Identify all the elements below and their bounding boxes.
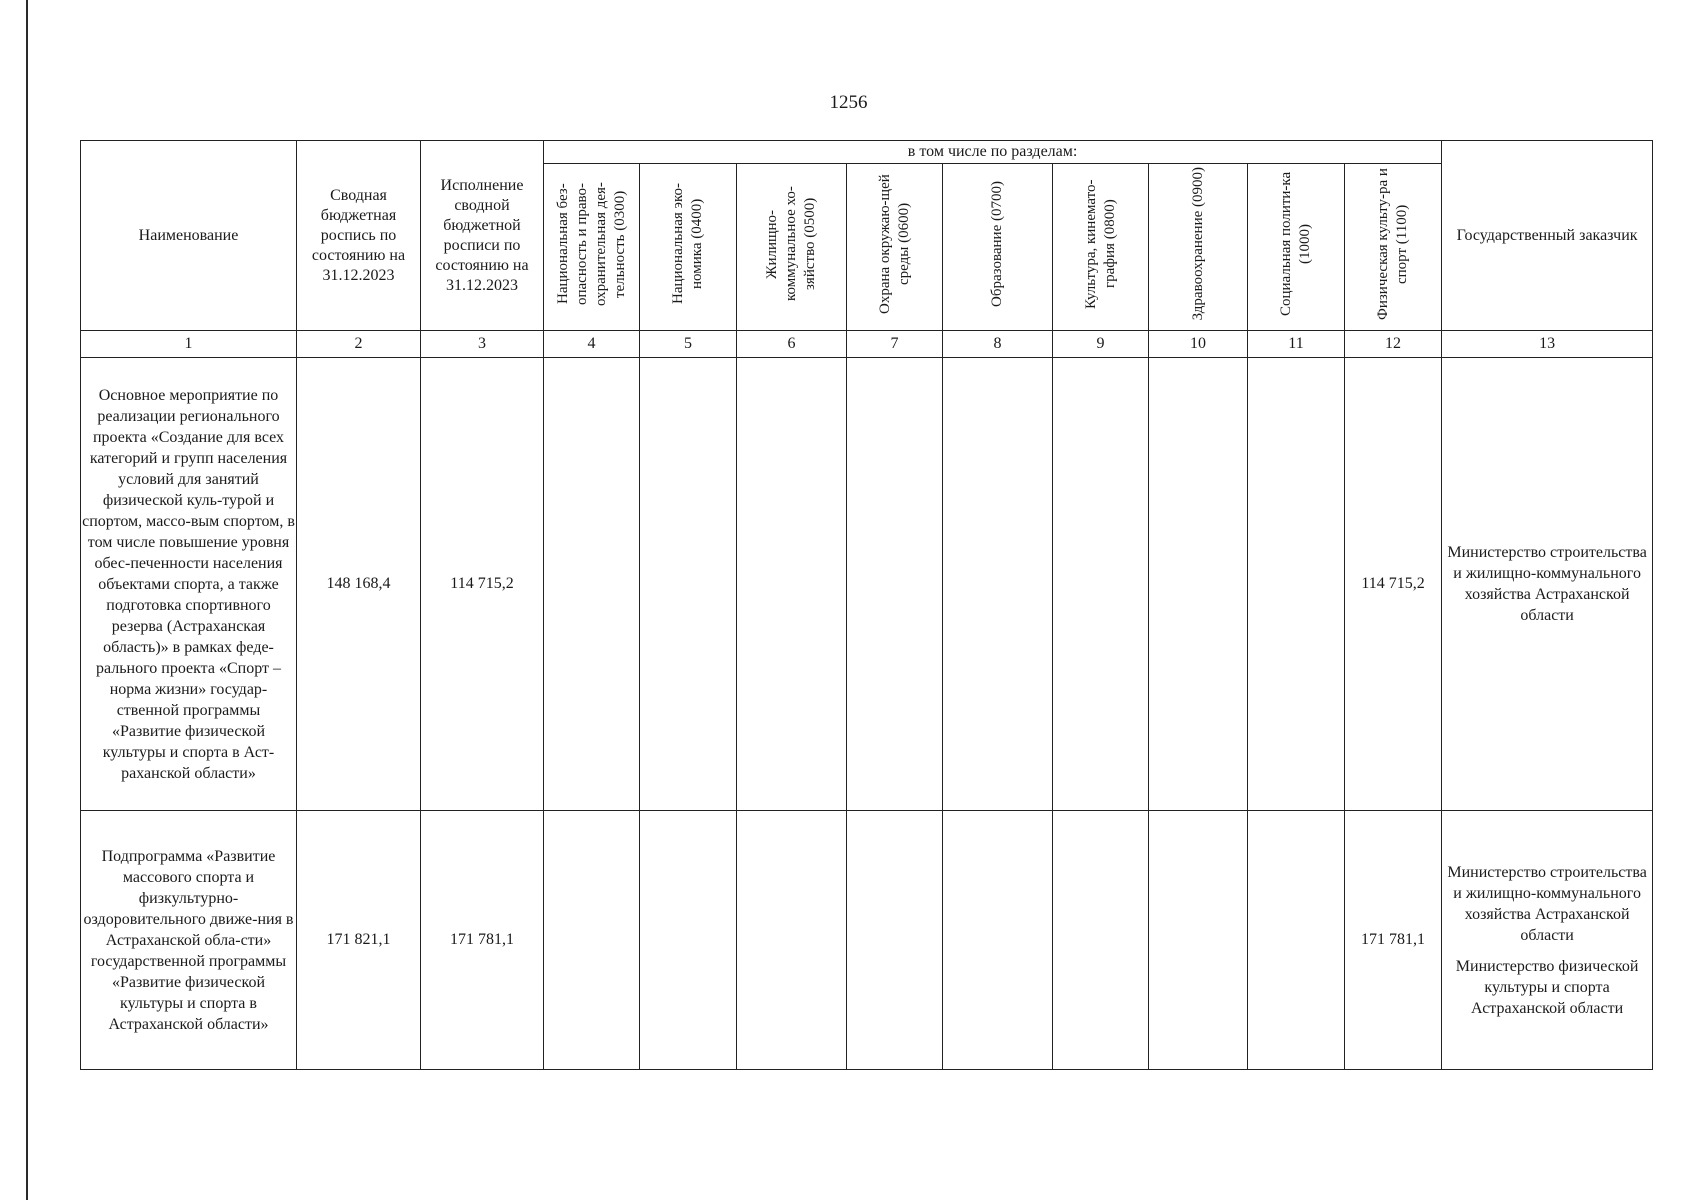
column-number: 2 xyxy=(297,331,421,358)
header-section-0900 xyxy=(1149,164,1248,331)
empty-cell xyxy=(1053,358,1149,811)
empty-cell xyxy=(1149,811,1248,1070)
row-sport-value: 171 781,1 xyxy=(1345,811,1442,1070)
header-section-0600 xyxy=(847,164,943,331)
header-summary-schedule: Сводная бюджетная роспись по состоянию на 31.12.2023 xyxy=(297,141,421,331)
header-section-label: Охрана окружаю-щей среды (0600) xyxy=(876,174,912,314)
header-section-label: Здравоохранение (0900) xyxy=(1189,167,1206,321)
column-number: 9 xyxy=(1053,331,1149,358)
row-name: Подпрограмма «Развитие массового спорта и физкультурно-оздоровительного движе-ния в Астраханской обла-сти» государственной программы «Развитие физической культуры и спорта в Астраханской области» xyxy=(81,811,297,1070)
row-name: Основное мероприятие по реализации регионального проекта «Создание для всех категорий и групп населения условий для занятий физической куль-турой и спортом, массо-вым спортом, в том числе повышение уровня обес-печенности населения объектами спорта, а также подготовка спортивного резерва (Астраханская область)» в рамках феде-рального проекта «Спорт – норма жизни» государ-ственной программы «Развитие физической культуры и спорта в Аст-раханской области» xyxy=(81,358,297,811)
empty-cell xyxy=(1149,358,1248,811)
column-number: 5 xyxy=(640,331,737,358)
column-number: 4 xyxy=(544,331,640,358)
page-number: 1256 xyxy=(829,92,868,113)
column-number: 7 xyxy=(847,331,943,358)
header-section-0300 xyxy=(544,164,640,331)
empty-cell xyxy=(544,811,640,1070)
column-number: 10 xyxy=(1149,331,1248,358)
row-customer xyxy=(1442,811,1653,1070)
header-section-0700 xyxy=(943,164,1053,331)
customer-name: Министерство физической культуры и спорта Астраханской области xyxy=(1455,957,1639,1017)
column-number: 11 xyxy=(1248,331,1345,358)
header-section-label: Национальная без-опасность и право-охранительная дея-тельность (0300) xyxy=(554,182,628,306)
empty-cell xyxy=(737,358,847,811)
row-summary-value: 148 168,4 xyxy=(297,358,421,811)
table-row xyxy=(81,358,1653,811)
empty-cell xyxy=(943,811,1053,1070)
column-number: 8 xyxy=(943,331,1053,358)
header-section-1100 xyxy=(1345,164,1442,331)
header-section-label: Социальная полити-ка (1000) xyxy=(1278,171,1313,317)
header-section-0800 xyxy=(1053,164,1149,331)
header-customer: Государственный заказчик xyxy=(1442,141,1653,331)
column-number-row xyxy=(81,331,1653,358)
column-number: 12 xyxy=(1345,331,1442,358)
empty-cell xyxy=(640,358,737,811)
column-number: 6 xyxy=(737,331,847,358)
empty-cell xyxy=(737,811,847,1070)
column-number: 3 xyxy=(421,331,544,358)
header-sections-group: в том числе по разделам: xyxy=(544,141,1442,164)
row-customer xyxy=(1442,358,1653,811)
empty-cell xyxy=(544,358,640,811)
empty-cell xyxy=(943,358,1053,811)
row-sport-value: 114 715,2 xyxy=(1345,358,1442,811)
header-row-top xyxy=(81,141,1653,164)
empty-cell xyxy=(847,811,943,1070)
customer-name: Министерство строительства и жилищно-коммунального хозяйства Астраханской области xyxy=(1447,544,1647,624)
customer-name: Министерство строительства и жилищно-коммунального хозяйства Астраханской области xyxy=(1447,863,1647,944)
header-name: Наименование xyxy=(81,141,297,331)
column-number: 13 xyxy=(1442,331,1653,358)
header-section-label: Образование (0700) xyxy=(989,181,1005,307)
header-execution: Исполнение сводной бюджетной росписи по состоянию на 31.12.2023 xyxy=(421,141,544,331)
header-section-label: Жилищно-коммунальное хо-зяйство (0500) xyxy=(764,186,818,302)
row-execution-value: 171 781,1 xyxy=(421,811,544,1070)
table-row xyxy=(81,811,1653,1070)
row-execution-value: 114 715,2 xyxy=(421,358,544,811)
budget-table xyxy=(80,140,1653,1070)
header-section-label: Национальная эко-номика (0400) xyxy=(670,183,705,305)
column-number: 1 xyxy=(81,331,297,358)
header-section-0400 xyxy=(640,164,737,331)
header-section-0500 xyxy=(737,164,847,331)
empty-cell xyxy=(1248,358,1345,811)
empty-cell xyxy=(1248,811,1345,1070)
header-section-label: Физическая культу-ра и спорт (1100) xyxy=(1375,168,1411,320)
empty-cell xyxy=(847,358,943,811)
row-summary-value: 171 821,1 xyxy=(297,811,421,1070)
header-section-1000 xyxy=(1248,164,1345,331)
left-margin-rule xyxy=(26,0,28,1200)
header-section-label: Культура, кинемато-графия (0800) xyxy=(1082,179,1118,309)
empty-cell xyxy=(640,811,737,1070)
empty-cell xyxy=(1053,811,1149,1070)
